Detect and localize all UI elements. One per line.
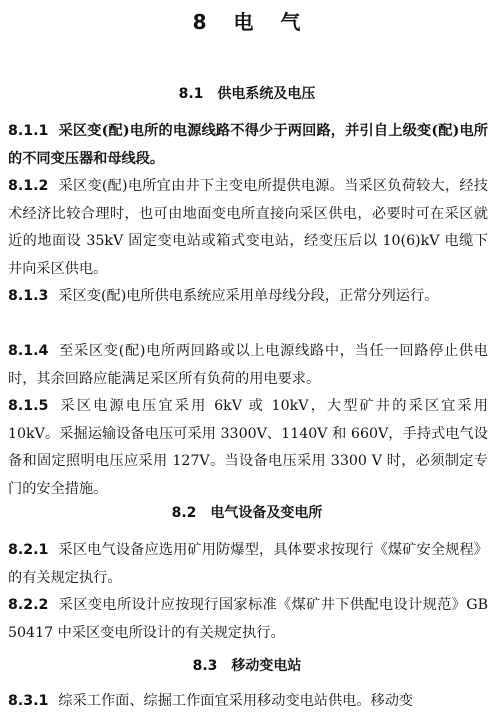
clause-8-1-3	[8, 283, 488, 311]
clause-number: 8.1.5	[8, 398, 49, 414]
clause-text: 采区电气设备应选用矿用防爆型，具体要求按现行《煤矿安全规程》的有关规定执行。	[8, 542, 488, 586]
chapter-title-text: 电 气	[233, 10, 302, 34]
section-heading-8-3	[0, 655, 494, 675]
section-heading-8-2	[0, 502, 494, 522]
clause-number: 8.1.4	[8, 343, 49, 359]
clause-8-2-2	[8, 592, 488, 647]
clause-number: 8.1.1	[8, 123, 49, 139]
section-title: 供电系统及电压	[217, 86, 316, 102]
section-number: 8.3	[192, 658, 218, 674]
clause-number: 8.2.2	[8, 597, 49, 613]
clause-8-1-2	[8, 173, 488, 283]
clause-text: 综采工作面、综掘工作面宜采用移动变电站供电。移动变	[58, 693, 414, 709]
clause-8-3-1	[8, 688, 488, 716]
chapter-number: 8	[192, 10, 208, 34]
clause-number: 8.2.1	[8, 542, 49, 558]
clause-number: 8.1.3	[8, 288, 49, 304]
section-heading-8-1	[0, 83, 494, 103]
clause-8-1-4	[8, 338, 488, 393]
clause-8-2-1	[8, 537, 488, 592]
clause-text: 采区变(配)电所宜由井下主变电所提供电源。当采区负荷较大，经技术经济比较合理时，也可由地面变电所直接向采区供电，必要时可在采区就近的地面设 35kV 固定变电站或箱式变电站，经变压后以 10(6)kV 电缆下井向采区供电。	[8, 178, 488, 277]
clause-number: 8.3.1	[8, 693, 49, 709]
clause-number: 8.1.2	[8, 178, 49, 194]
chapter-title	[0, 6, 494, 35]
clause-text: 采区变电所设计应按现行国家标准《煤矿井下供配电设计规范》GB 50417 中采区变电所设计的有关规定执行。	[8, 597, 488, 641]
clause-text: 采区电源电压宜采用 6kV 或 10kV，大型矿井的采区宜采用 10kV。采掘运输设备电压可采用 3300V、1140V 和 660V，手持式电气设备和固定照明电压应采用 127V。当设备电压采用 3300 V 时，必须制定专门的安全措施。	[8, 398, 488, 497]
section-title: 电气设备及变电所	[210, 505, 323, 521]
clause-text: 至采区变(配)电所两回路或以上电源线路中，当任一回路停止供电时，其余回路应能满足采区所有负荷的用电要求。	[8, 343, 488, 387]
clause-text: 采区变(配)电所供电系统应采用单母线分段，正常分列运行。	[58, 288, 439, 304]
section-title: 移动变电站	[231, 658, 302, 674]
clause-text: 采区变(配)电所的电源线路不得少于两回路，并引自上级变(配)电所的不同变压器和母线段。	[8, 123, 488, 167]
section-number: 8.1	[178, 86, 204, 102]
clause-8-1-5	[8, 393, 488, 503]
clause-8-1-1	[8, 118, 488, 173]
section-number: 8.2	[171, 505, 197, 521]
